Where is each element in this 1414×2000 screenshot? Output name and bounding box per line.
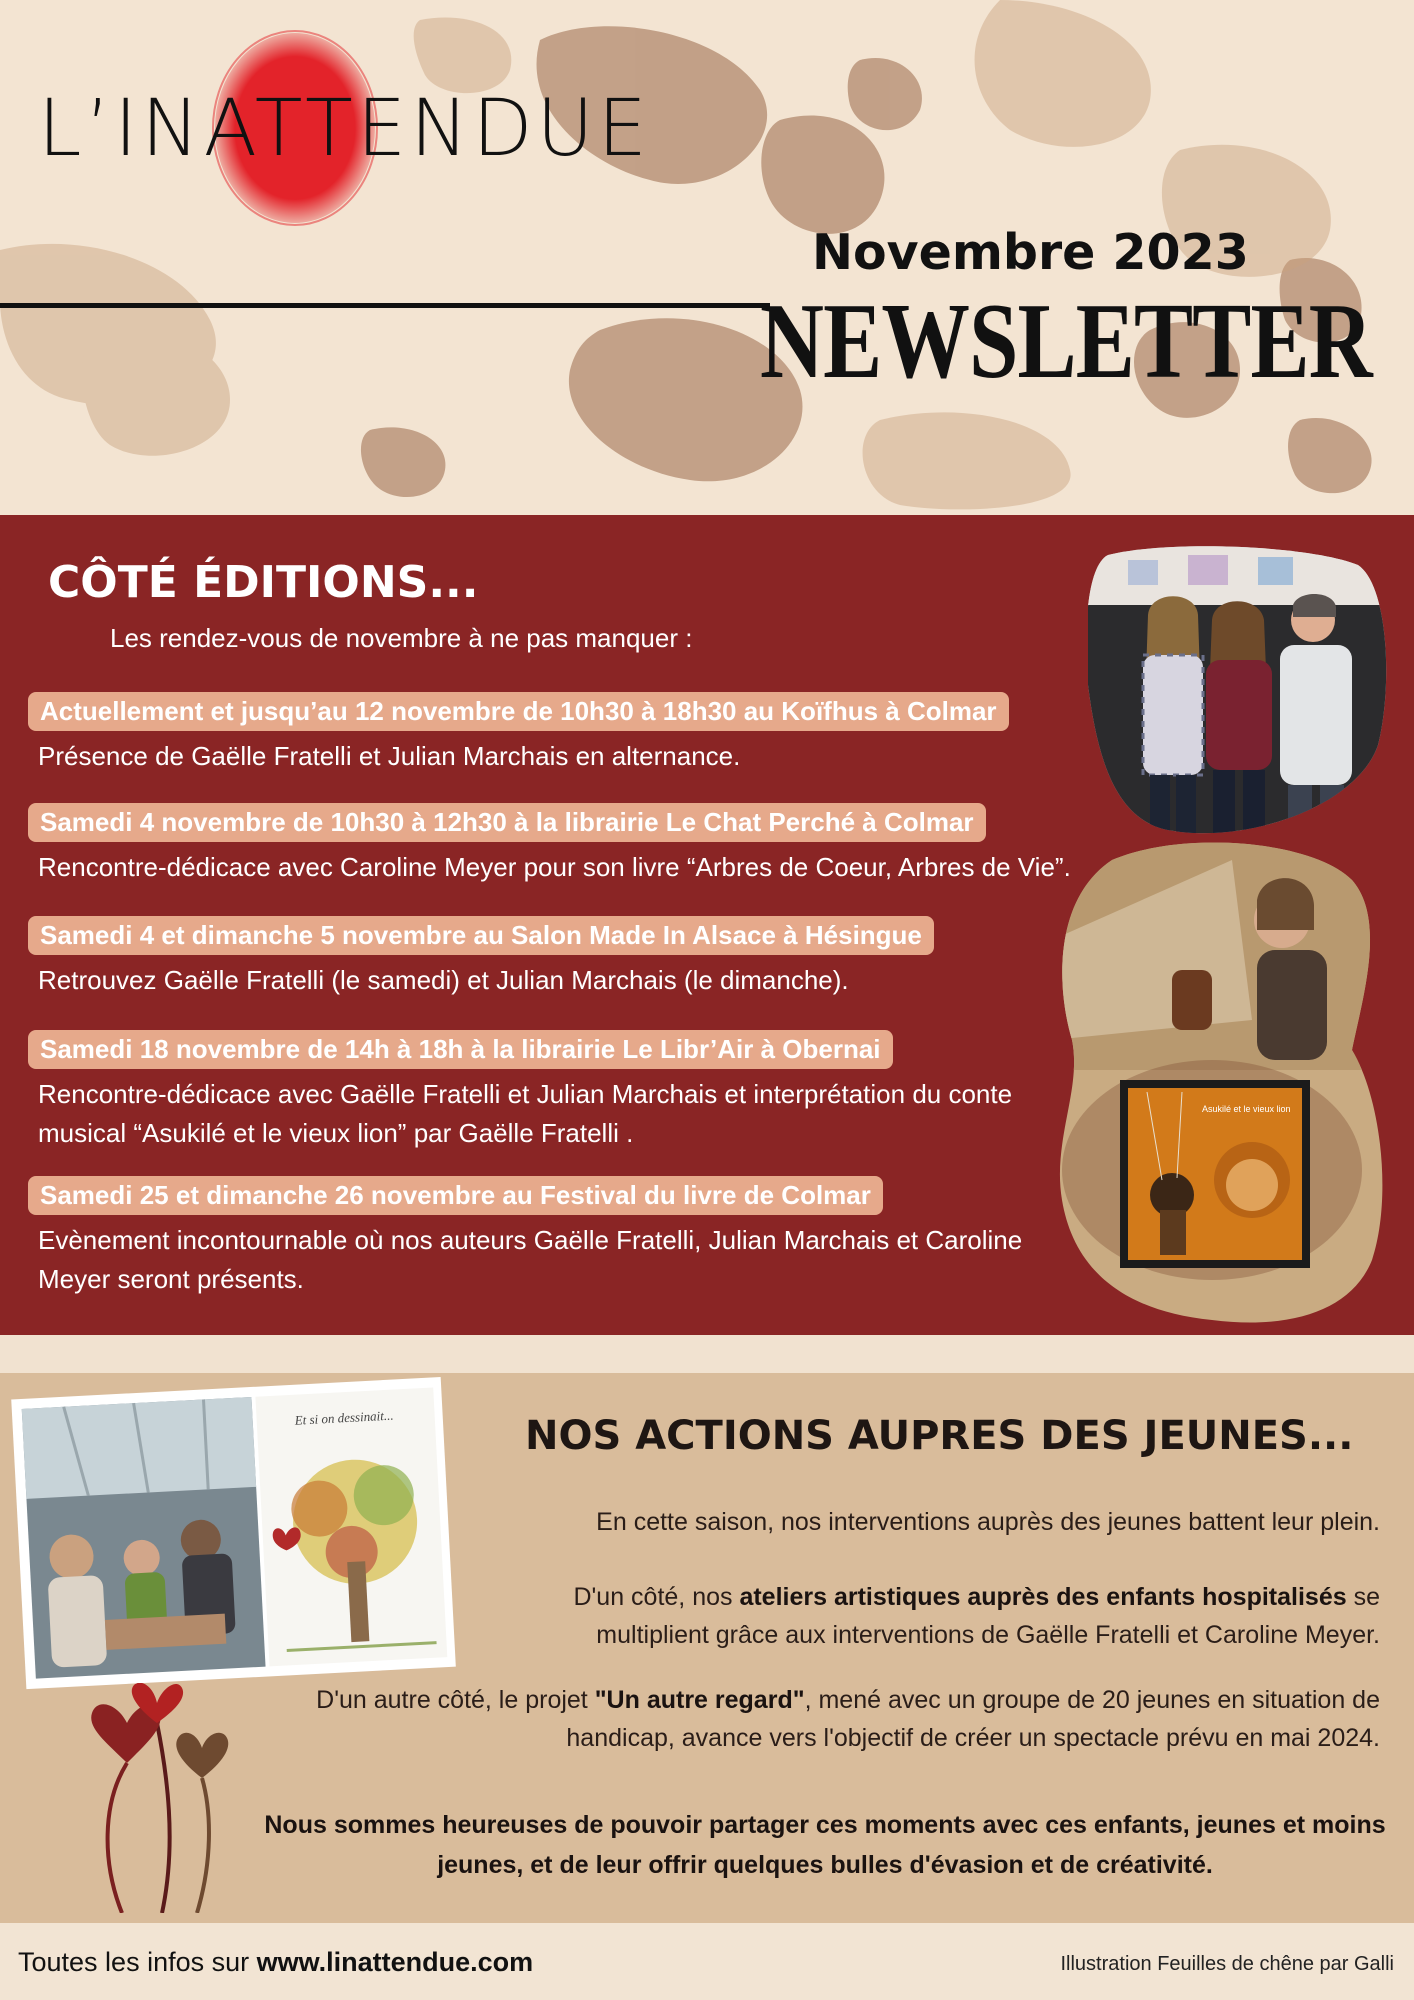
text-span: , mené avec un groupe de 20 jeunes en situation de handicap, avance vers l'objectif de créer un spectacle prévu en mai 2024. bbox=[566, 1686, 1380, 1752]
editions-section bbox=[0, 515, 1414, 1335]
editions-intro: Les rendez-vous de novembre à ne pas manquer : bbox=[110, 623, 693, 653]
brand-logo: L’INATTENDUE bbox=[38, 84, 651, 174]
event-item bbox=[28, 1176, 1028, 1299]
event-date-tag: Samedi 4 novembre de 10h30 à 12h30 à la librairie Le Chat Perché à Colmar bbox=[28, 803, 986, 842]
event-date-tag: Samedi 4 et dimanche 5 novembre au Salon Made In Alsace à Hésingue bbox=[28, 916, 934, 955]
bold-span: ateliers artistiques auprès des enfants hospitalisés bbox=[739, 1583, 1347, 1611]
event-item bbox=[28, 1030, 1048, 1153]
newsletter-footer bbox=[0, 1923, 1414, 2000]
website-link[interactable]: www.linattendue.com bbox=[256, 1947, 534, 1977]
footer-info bbox=[18, 1947, 533, 1978]
actions-closing: Nous sommes heureuses de pouvoir partager ces moments avec ces enfants, jeunes et moins jeunes, et de leur offrir quelques bulles d'évasion et de créativité. bbox=[264, 1811, 1386, 1879]
actions-heading: NOS ACTIONS AUPRES DES JEUNES... bbox=[525, 1413, 1354, 1459]
book-page-caption: Et si on dessinait... bbox=[294, 1407, 394, 1428]
event-item bbox=[28, 803, 1071, 887]
newsletter-title: NEWSLETTER bbox=[760, 282, 1372, 401]
event-date-tag: Actuellement et jusqu’au 12 novembre de 10h30 à 18h30 au Koïfhus à Colmar bbox=[28, 692, 1009, 731]
event-description: Rencontre-dédicace avec Gaëlle Fratelli et Julian Marchais et interprétation du conte musical “Asukilé et le vieux lion” par Gaëlle Fratelli . bbox=[38, 1079, 1013, 1148]
actions-paragraph-1: En cette saison, nos interventions auprès des jeunes battent leur plein. bbox=[596, 1508, 1380, 1536]
event-item bbox=[28, 916, 934, 1000]
event-description: Présence de Gaëlle Fratelli et Julian Marchais en alternance. bbox=[38, 741, 741, 771]
issue-date: Novembre 2023 bbox=[812, 224, 1249, 281]
event-description: Rencontre-dédicace avec Caroline Meyer pour son livre “Arbres de Coeur, Arbres de Vie”. bbox=[38, 852, 1071, 882]
drawing-workshop-photo bbox=[10, 1353, 460, 1693]
event-description: Evènement incontournable où nos auteurs Gaëlle Fratelli, Julian Marchais et Caroline Meyer seront présents. bbox=[38, 1225, 1023, 1294]
event-item bbox=[28, 692, 1009, 776]
editions-heading: CÔTÉ ÉDITIONS... bbox=[48, 557, 479, 608]
hearts-illustration bbox=[82, 1683, 252, 1913]
newsletter-header bbox=[0, 0, 1414, 515]
event-date-tag: Samedi 25 et dimanche 26 novembre au Festival du livre de Colmar bbox=[28, 1176, 883, 1215]
actions-paragraph-2 bbox=[460, 1578, 1380, 1654]
youth-actions-section bbox=[0, 1373, 1414, 1923]
event-date-tag: Samedi 18 novembre de 14h à 18h à la librairie Le Libr’Air à Obernai bbox=[28, 1030, 893, 1069]
footer-prefix: Toutes les infos sur bbox=[18, 1947, 257, 1977]
performance-photo bbox=[1052, 840, 1384, 1325]
text-span: D'un autre côté, le projet bbox=[316, 1686, 595, 1714]
asukile-book-cover bbox=[1120, 1080, 1310, 1268]
text-span: se multiplient grâce aux interventions de Gaëlle Fratelli et Caroline Meyer. bbox=[596, 1583, 1380, 1649]
bold-span: "Un autre regard" bbox=[594, 1686, 805, 1714]
actions-paragraph-3 bbox=[250, 1681, 1380, 1757]
authors-photo bbox=[1088, 545, 1388, 835]
book-cover-title: Asukilé et le vieux lion bbox=[1202, 1104, 1291, 1114]
header-rule bbox=[0, 303, 770, 308]
text-span: D'un côté, nos bbox=[573, 1583, 740, 1611]
event-description: Retrouvez Gaëlle Fratelli (le samedi) et Julian Marchais (le dimanche). bbox=[38, 965, 849, 995]
illustration-credit: Illustration Feuilles de chêne par Galli bbox=[1060, 1953, 1394, 1975]
